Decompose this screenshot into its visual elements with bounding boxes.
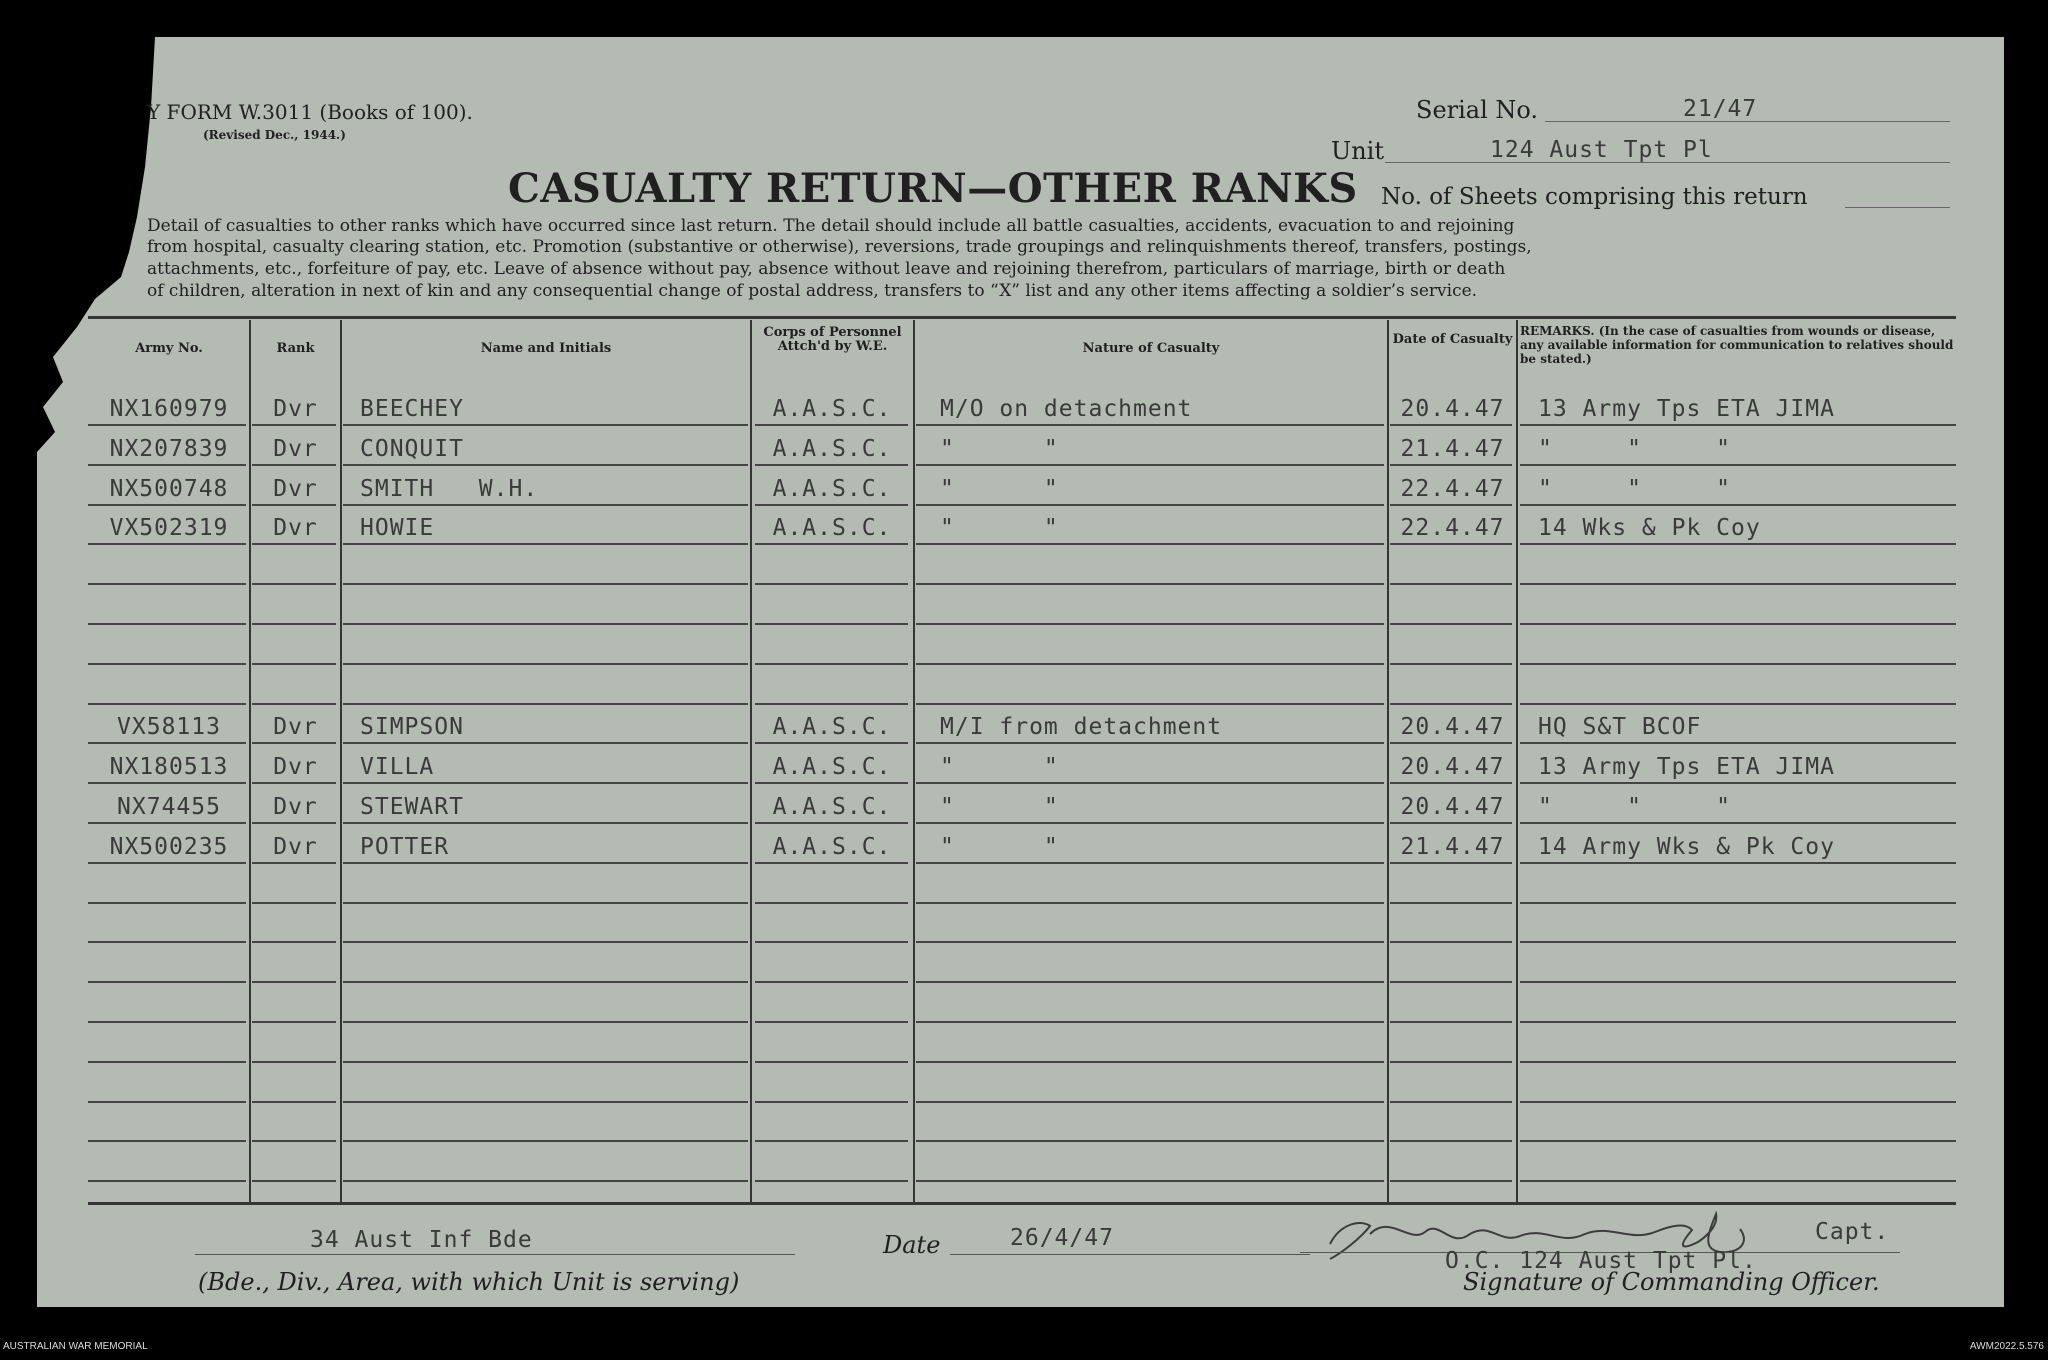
cell-army-no: NX180513: [109, 754, 229, 780]
officer-title: O.C. 124 Aust Tpt Pl.: [1445, 1248, 1757, 1274]
table-top-rule: [88, 316, 1956, 319]
instruction-line: of children, alteration in next of kin and any consequential change of postal address, transfers to “X” list and any other items affecting a soldier’s service.: [147, 281, 1478, 301]
column-header-army-no: Army No.: [135, 341, 203, 356]
cell-army-no: VX58113: [117, 714, 221, 740]
cell-nature: " ": [940, 754, 1059, 780]
cell-army-no: NX500235: [109, 834, 229, 860]
cell-corps: A.A.S.C.: [772, 436, 892, 462]
cell-rank: Dvr: [273, 476, 318, 502]
cell-name: STEWART: [360, 794, 464, 820]
cell-nature: " ": [940, 515, 1059, 541]
date-label: Date: [883, 1231, 941, 1259]
cell-name: BEECHEY: [360, 396, 464, 422]
unit-value: 124 Aust Tpt Pl: [1490, 137, 1713, 163]
formation-label: (Bde., Div., Area, with which Unit is serving): [198, 1268, 740, 1296]
instruction-line: from hospital, casualty clearing station, etc. Promotion (substantive or otherwise), reversions, trade groupings and relinquishments thereof, transfers, postings,: [147, 237, 1532, 257]
cell-date: 22.4.47: [1400, 476, 1505, 502]
cell-rank: Dvr: [273, 754, 318, 780]
form-code: Y FORM W.3011 (Books of 100).: [147, 100, 473, 124]
cell-name: HOWIE: [360, 515, 435, 541]
cell-name: SIMPSON: [360, 714, 464, 740]
cell-date: 21.4.47: [1400, 436, 1505, 462]
signature-label: Signature of Commanding Officer.: [1463, 1268, 1880, 1296]
cell-corps: A.A.S.C.: [772, 476, 892, 502]
cell-rank: Dvr: [273, 834, 318, 860]
archive-name: AUSTRALIAN WAR MEMORIAL: [3, 1341, 148, 1352]
cell-army-no: NX160979: [109, 396, 229, 422]
cell-remarks: 14 Army Wks & Pk Coy: [1538, 834, 1835, 860]
date-value: 26/4/47: [1010, 1225, 1114, 1251]
cell-army-no: NX74455: [117, 794, 221, 820]
cell-date: 20.4.47: [1400, 754, 1505, 780]
cell-name: CONQUIT: [360, 436, 464, 462]
cell-name: SMITH W.H.: [360, 476, 539, 502]
officer-rank: Capt.: [1815, 1219, 1890, 1245]
cell-name: VILLA: [360, 754, 435, 780]
column-header-name: Name and Initials: [480, 341, 612, 356]
cell-corps: A.A.S.C.: [772, 396, 892, 422]
column-header-corps: Corps of Personnel Attch'd by W.E.: [763, 325, 902, 354]
cell-date: 20.4.47: [1400, 794, 1505, 820]
cell-rank: Dvr: [273, 436, 318, 462]
cell-corps: A.A.S.C.: [772, 834, 892, 860]
cell-date: 22.4.47: [1400, 515, 1505, 541]
cell-rank: Dvr: [273, 794, 318, 820]
form-revised: (Revised Dec., 1944.): [203, 128, 346, 142]
cell-rank: Dvr: [273, 714, 318, 740]
column-header-nature: Nature of Casualty: [1082, 341, 1220, 356]
cell-remarks: 14 Wks & Pk Coy: [1538, 515, 1761, 541]
cell-date: 21.4.47: [1400, 834, 1505, 860]
cell-remarks: 13 Army Tps ETA JIMA: [1538, 754, 1835, 780]
instruction-line: Detail of casualties to other ranks which have occurred since last return. The detail should include all battle casualties, accidents, evacuation to and rejoining: [147, 216, 1515, 236]
cell-corps: A.A.S.C.: [772, 794, 892, 820]
cell-remarks: " " ": [1538, 476, 1732, 502]
cell-army-no: NX207839: [109, 436, 229, 462]
cell-remarks: 13 Army Tps ETA JIMA: [1538, 396, 1835, 422]
column-header-rank: Rank: [276, 341, 315, 356]
cell-corps: A.A.S.C.: [772, 515, 892, 541]
cell-remarks: HQ S&T BCOF: [1538, 714, 1702, 740]
cell-army-no: VX502319: [109, 515, 229, 541]
form-title: CASUALTY RETURN—OTHER RANKS: [508, 165, 1358, 212]
archive-strip: [0, 1307, 2048, 1360]
cell-date: 20.4.47: [1400, 396, 1505, 422]
cell-corps: A.A.S.C.: [772, 714, 892, 740]
cell-nature: M/I from detachment: [940, 714, 1223, 740]
cell-nature: " ": [940, 834, 1059, 860]
cell-nature: " ": [940, 794, 1059, 820]
cell-remarks: " " ": [1538, 794, 1732, 820]
instruction-line: attachments, etc., forfeiture of pay, etc. Leave of absence without pay, absence without leave and rejoining therefrom, particulars of marriage, birth or death: [147, 259, 1506, 279]
column-header-date: Date of Casualty: [1392, 332, 1513, 347]
cell-nature: " ": [940, 476, 1059, 502]
cell-remarks: " " ": [1538, 436, 1732, 462]
cell-nature: M/O on detachment: [940, 396, 1193, 422]
unit-label: Unit: [1331, 137, 1385, 165]
cell-corps: A.A.S.C.: [772, 754, 892, 780]
formation-value: 34 Aust Inf Bde: [310, 1227, 533, 1253]
cell-name: POTTER: [360, 834, 450, 860]
cell-date: 20.4.47: [1400, 714, 1505, 740]
serial-value: 21/47: [1683, 96, 1758, 122]
cell-rank: Dvr: [273, 515, 318, 541]
serial-label: Serial No.: [1416, 96, 1539, 124]
cell-nature: " ": [940, 436, 1059, 462]
sheets-label: No. of Sheets comprising this return: [1381, 184, 1808, 210]
cell-rank: Dvr: [273, 396, 318, 422]
column-header-remarks: REMARKS. (In the case of casualties from wounds or disease, any available information for communication to relatives should be stated.): [1520, 324, 1954, 366]
cell-army-no: NX500748: [109, 476, 229, 502]
archive-reference: AWM2022.5.576: [1969, 1341, 2044, 1352]
